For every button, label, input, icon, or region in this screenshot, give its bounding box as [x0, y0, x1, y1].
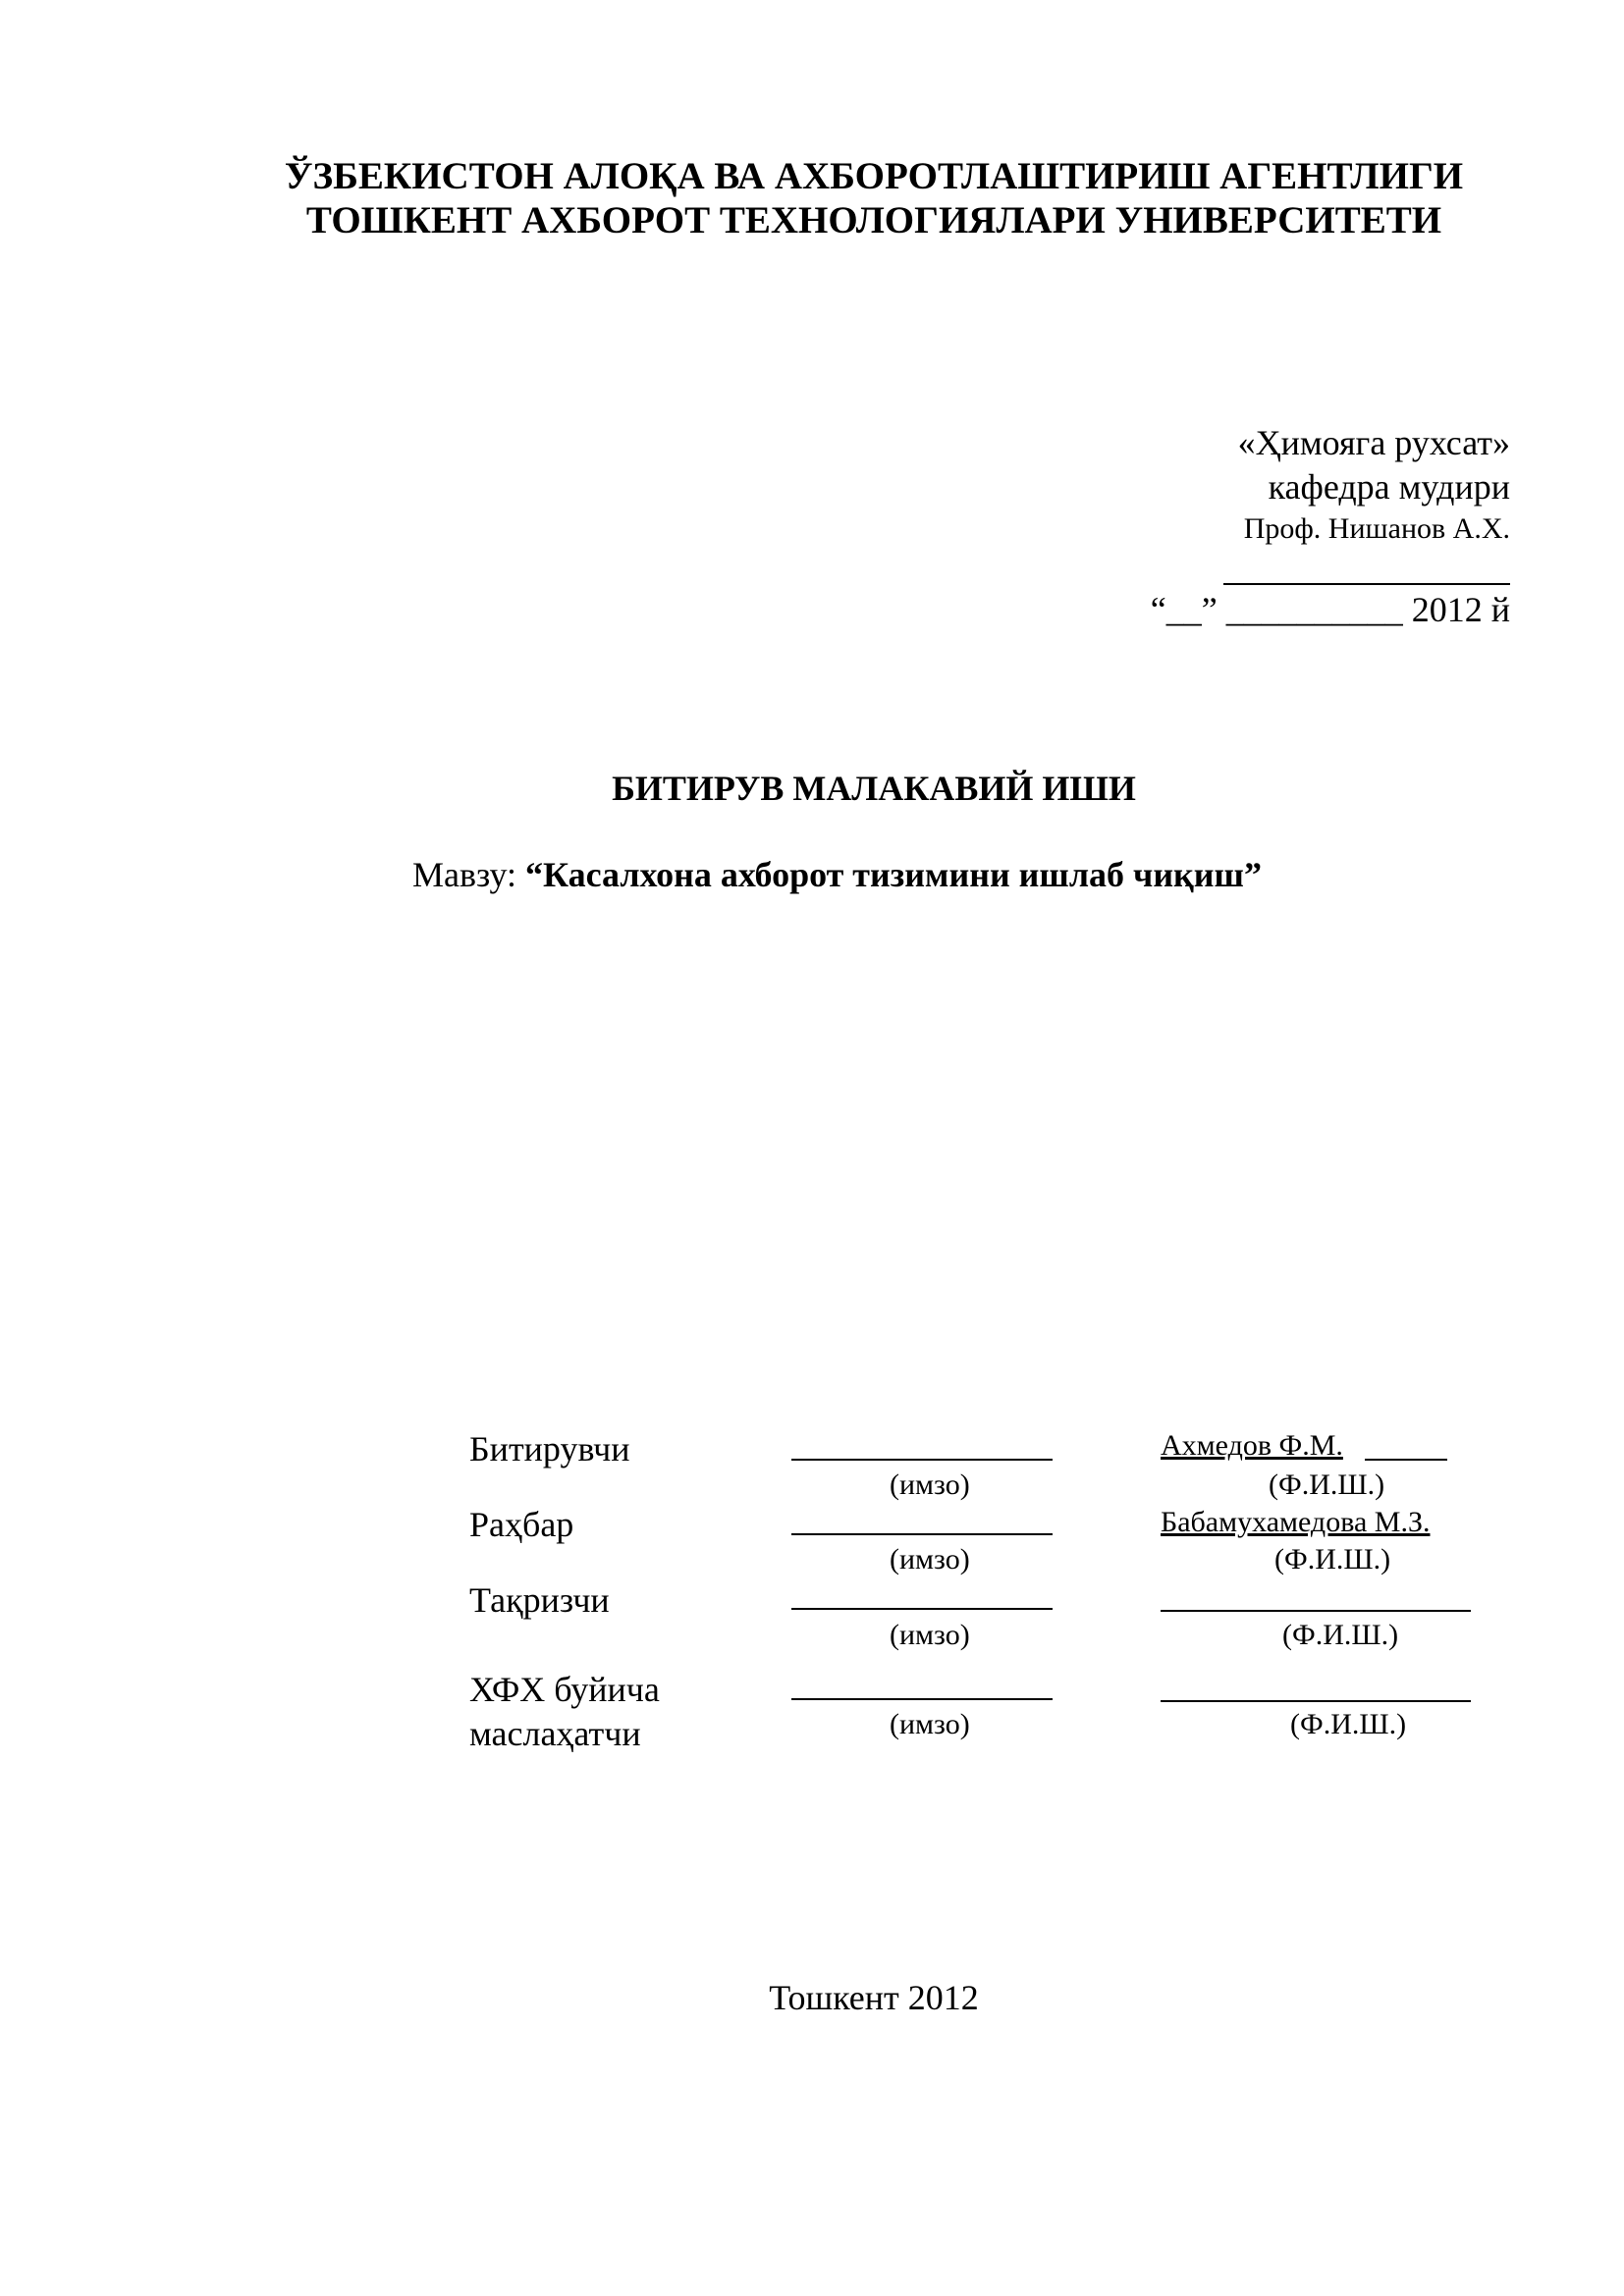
name-graduate: Ахмедов Ф.М.	[1161, 1429, 1343, 1462]
name-supervisor: Бабамухамедова М.З.	[1161, 1506, 1431, 1538]
footer-city-year: Тошкент 2012	[769, 1978, 979, 2017]
role-supervisor: Раҳбар	[469, 1505, 574, 1544]
approval-signature-line	[1223, 583, 1510, 585]
signature-line-consultant	[791, 1698, 1053, 1700]
role-safety-consultant-line1: ХФХ буйича	[469, 1670, 660, 1709]
topic-label: Мавзу:	[412, 855, 525, 894]
fullname-caption-supervisor: (Ф.И.Ш.)	[1274, 1543, 1391, 1575]
role-graduate: Битирувчи	[469, 1429, 630, 1468]
fullname-caption-consultant: (Ф.И.Ш.)	[1290, 1708, 1407, 1740]
approval-department-head: кафедра мудири	[1268, 467, 1510, 507]
role-reviewer: Тақризчи	[469, 1580, 610, 1620]
signature-line-graduate	[791, 1459, 1053, 1461]
fullname-caption-graduate: (Ф.И.Ш.)	[1269, 1468, 1385, 1501]
approval-professor-name: Проф. Нишанов А.Х.	[1243, 512, 1510, 545]
topic-line	[412, 854, 1262, 895]
approval-permission: «Ҳимояга рухсат»	[1237, 423, 1510, 462]
approval-date: “__” __________ 2012 й	[1150, 590, 1510, 629]
signature-caption-graduate: (имзо)	[890, 1468, 970, 1501]
role-safety-consultant-line2: маслаҳатчи	[469, 1714, 641, 1753]
signature-caption-reviewer: (имзо)	[890, 1619, 970, 1651]
signature-line-supervisor	[791, 1533, 1053, 1535]
document-title: БИТИРУВ МАЛАКАВИЙ ИШИ	[612, 769, 1136, 808]
signature-line-reviewer	[791, 1608, 1053, 1610]
signature-caption-consultant: (имзо)	[890, 1708, 970, 1740]
topic-value: “Касалхона ахборот тизимини ишлаб чиқиш”	[524, 855, 1262, 894]
name-graduate-underline-tail	[1365, 1459, 1447, 1461]
signature-caption-supervisor: (имзо)	[890, 1543, 970, 1575]
header-agency: ЎЗБЕКИСТОН АЛОҚА ВА АХБОРОТЛАШТИРИШ АГЕНТЛИГИ	[284, 155, 1464, 197]
name-line-reviewer	[1161, 1610, 1471, 1612]
fullname-caption-reviewer: (Ф.И.Ш.)	[1282, 1619, 1399, 1651]
header-university: ТОШКЕНТ АХБОРОТ ТЕХНОЛОГИЯЛАРИ УНИВЕРСИТЕТИ	[305, 199, 1442, 241]
name-line-consultant	[1161, 1700, 1471, 1702]
